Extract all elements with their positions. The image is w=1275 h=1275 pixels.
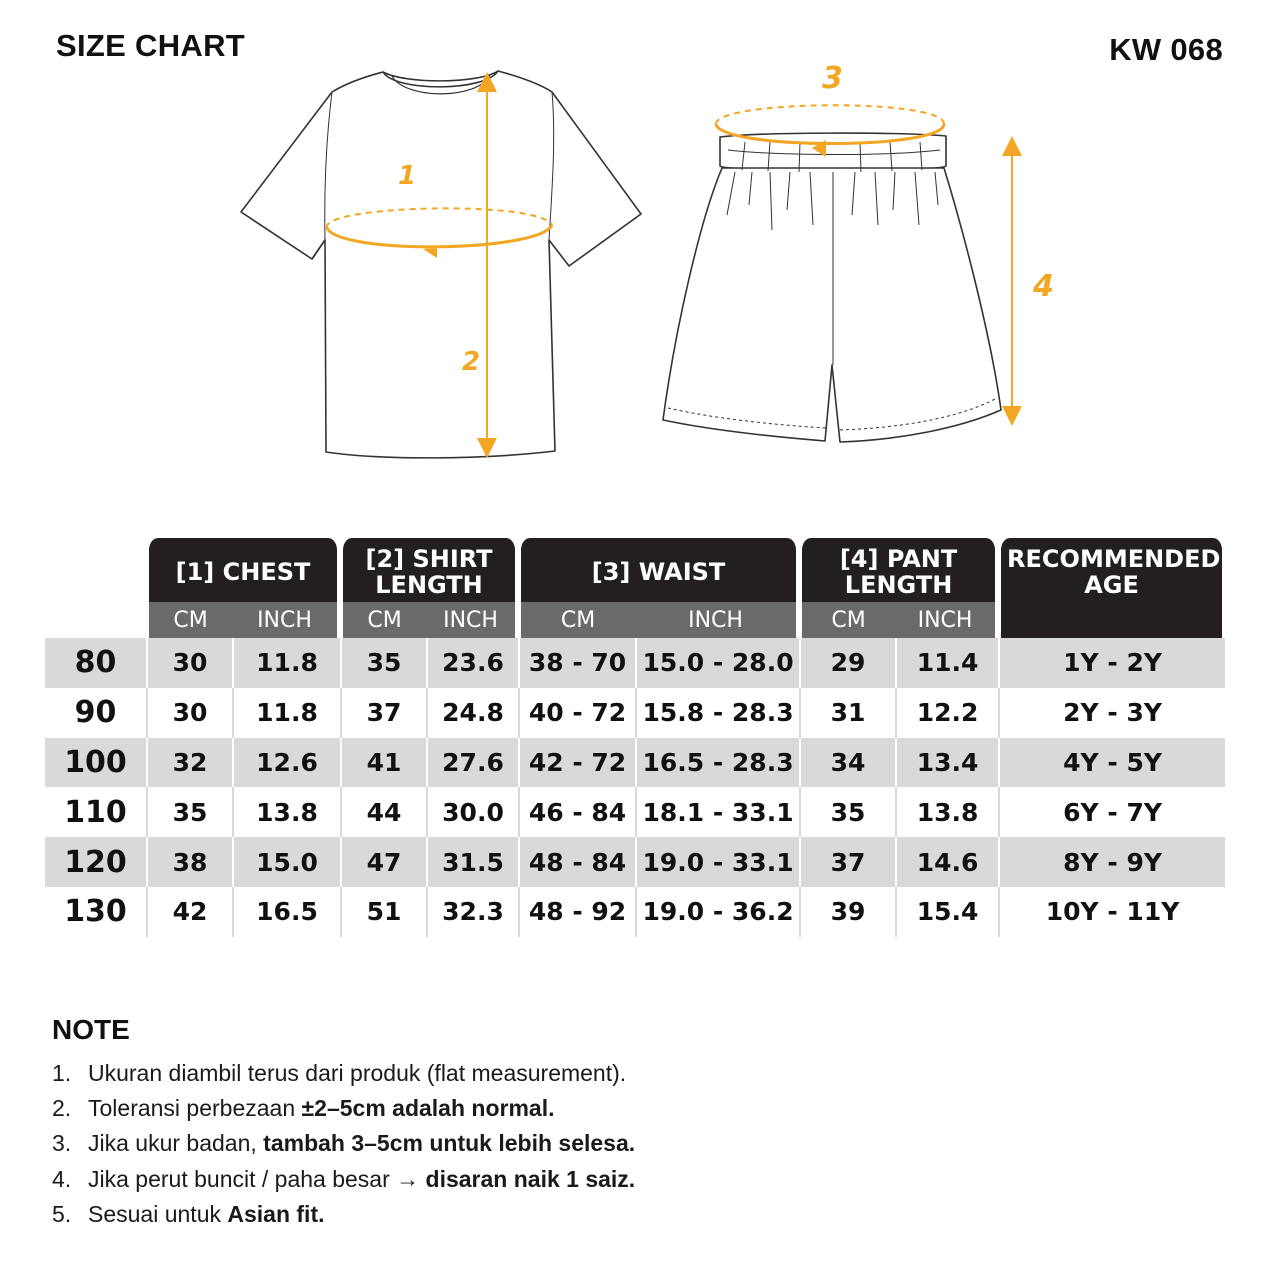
table-row	[45, 787, 1225, 837]
header-waist: [3] WAIST	[518, 538, 799, 602]
age-cell: 8Y - 9Y	[998, 837, 1225, 887]
note-item: 2. Toleransi perbezaan ±2–5cm adalah normal.	[52, 1095, 555, 1122]
shirt-inch-cell: 31.5	[426, 837, 518, 887]
pant-cm-cell: 34	[799, 738, 895, 788]
pant-cm-cell: 39	[799, 887, 895, 937]
unit-shirt-cm: CM	[340, 602, 426, 638]
age-cell: 6Y - 7Y	[998, 787, 1225, 837]
waist-inch-cell: 15.8 - 28.3	[635, 688, 799, 738]
waist-inch-cell: 18.1 - 33.1	[635, 787, 799, 837]
chest-inch-cell: 11.8	[232, 688, 340, 738]
size-table	[45, 538, 1225, 937]
unit-waist-inch: INCH	[635, 602, 799, 638]
shirt-inch-cell: 23.6	[426, 638, 518, 688]
age-cell: 1Y - 2Y	[998, 638, 1225, 688]
chest-cm-cell: 32	[146, 738, 232, 788]
unit-chest-inch: INCH	[232, 602, 340, 638]
chest-inch-cell: 13.8	[232, 787, 340, 837]
unit-waist-cm: CM	[518, 602, 635, 638]
size-cell: 80	[45, 638, 146, 688]
note-item: 5. Sesuai untuk Asian fit.	[52, 1200, 325, 1227]
corner-cell	[45, 538, 146, 602]
shirt-cm-cell: 44	[340, 787, 426, 837]
waist-cm-cell: 42 - 72	[518, 738, 635, 788]
unit-chest-cm: CM	[146, 602, 232, 638]
waist-cm-cell: 48 - 84	[518, 837, 635, 887]
shirt-cm-cell: 51	[340, 887, 426, 937]
shirt-inch-cell: 24.8	[426, 688, 518, 738]
shirt-cm-cell: 37	[340, 688, 426, 738]
waist-inch-cell: 16.5 - 28.3	[635, 738, 799, 788]
waist-inch-cell: 15.0 - 28.0	[635, 638, 799, 688]
size-cell: 100	[45, 738, 146, 788]
unit-shirt-inch: INCH	[426, 602, 518, 638]
note-title: NOTE	[52, 1014, 130, 1045]
table-row	[45, 887, 1225, 937]
page-title: SIZE CHART	[56, 28, 245, 63]
age-cell: 4Y - 5Y	[998, 738, 1225, 788]
shirt-inch-cell: 32.3	[426, 887, 518, 937]
pant-cm-cell: 37	[799, 837, 895, 887]
table-row	[45, 738, 1225, 788]
size-cell: 90	[45, 688, 146, 738]
chest-inch-cell: 15.0	[232, 837, 340, 887]
unit-pant-cm: CM	[799, 602, 895, 638]
shirt-inch-cell: 30.0	[426, 787, 518, 837]
marker-1: 1	[398, 161, 417, 191]
chest-cm-cell: 30	[146, 638, 232, 688]
note-item: 1. Ukuran diambil terus dari produk (flat measurement).	[52, 1060, 627, 1086]
notes-section	[52, 1014, 1232, 1232]
product-code: KW 068	[1109, 32, 1223, 67]
shorts-outline	[663, 133, 1001, 442]
header-pant-length: [4] PANT LENGTH	[799, 538, 998, 602]
chest-cm-cell: 42	[146, 887, 232, 937]
marker-4: 4	[1033, 269, 1054, 304]
chest-cm-cell: 35	[146, 787, 232, 837]
chest-cm-cell: 38	[146, 837, 232, 887]
pant-inch-cell: 14.6	[895, 837, 998, 887]
pant-cm-cell: 29	[799, 638, 895, 688]
chest-inch-cell: 12.6	[232, 738, 340, 788]
pant-inch-cell: 13.8	[895, 787, 998, 837]
waist-cm-cell: 38 - 70	[518, 638, 635, 688]
unit-pant-inch: INCH	[895, 602, 998, 638]
size-cell: 120	[45, 837, 146, 887]
table-row	[45, 638, 1225, 688]
marker-2: 2	[462, 347, 481, 377]
waist-cm-cell: 40 - 72	[518, 688, 635, 738]
note-item: 3. Jika ukur badan, tambah 3–5cm untuk lebih selesa.	[52, 1130, 636, 1157]
pant-inch-cell: 15.4	[895, 887, 998, 937]
unit-corner	[45, 602, 146, 638]
shirt-cm-cell: 47	[340, 837, 426, 887]
table-row	[45, 688, 1225, 738]
size-cell: 130	[45, 887, 146, 937]
age-cell: 10Y - 11Y	[998, 887, 1225, 937]
marker-3: 3	[822, 61, 843, 96]
chest-inch-cell: 11.8	[232, 638, 340, 688]
chest-inch-cell: 16.5	[232, 887, 340, 937]
header-recommended-age: RECOMMENDED AGE	[998, 538, 1225, 638]
pant-inch-cell: 12.2	[895, 688, 998, 738]
pant-cm-cell: 31	[799, 688, 895, 738]
shirt-inch-cell: 27.6	[426, 738, 518, 788]
waist-inch-cell: 19.0 - 33.1	[635, 837, 799, 887]
waist-cm-cell: 46 - 84	[518, 787, 635, 837]
table-row	[45, 837, 1225, 887]
garment-diagram	[0, 0, 1275, 500]
tshirt-outline	[241, 71, 641, 458]
note-item: 4. Jika perut buncit / paha besar → disaran naik 1 saiz.	[52, 1165, 636, 1192]
pant-inch-cell: 13.4	[895, 738, 998, 788]
waist-cm-cell: 48 - 92	[518, 887, 635, 937]
size-cell: 110	[45, 787, 146, 837]
header-shirt-length: [2] SHIRT LENGTH	[340, 538, 518, 602]
pant-inch-cell: 11.4	[895, 638, 998, 688]
header-chest: [1] CHEST	[146, 538, 340, 602]
shirt-cm-cell: 35	[340, 638, 426, 688]
waist-inch-cell: 19.0 - 36.2	[635, 887, 799, 937]
age-cell: 2Y - 3Y	[998, 688, 1225, 738]
pant-cm-cell: 35	[799, 787, 895, 837]
shirt-cm-cell: 41	[340, 738, 426, 788]
note-list	[52, 1056, 1232, 1232]
chest-cm-cell: 30	[146, 688, 232, 738]
